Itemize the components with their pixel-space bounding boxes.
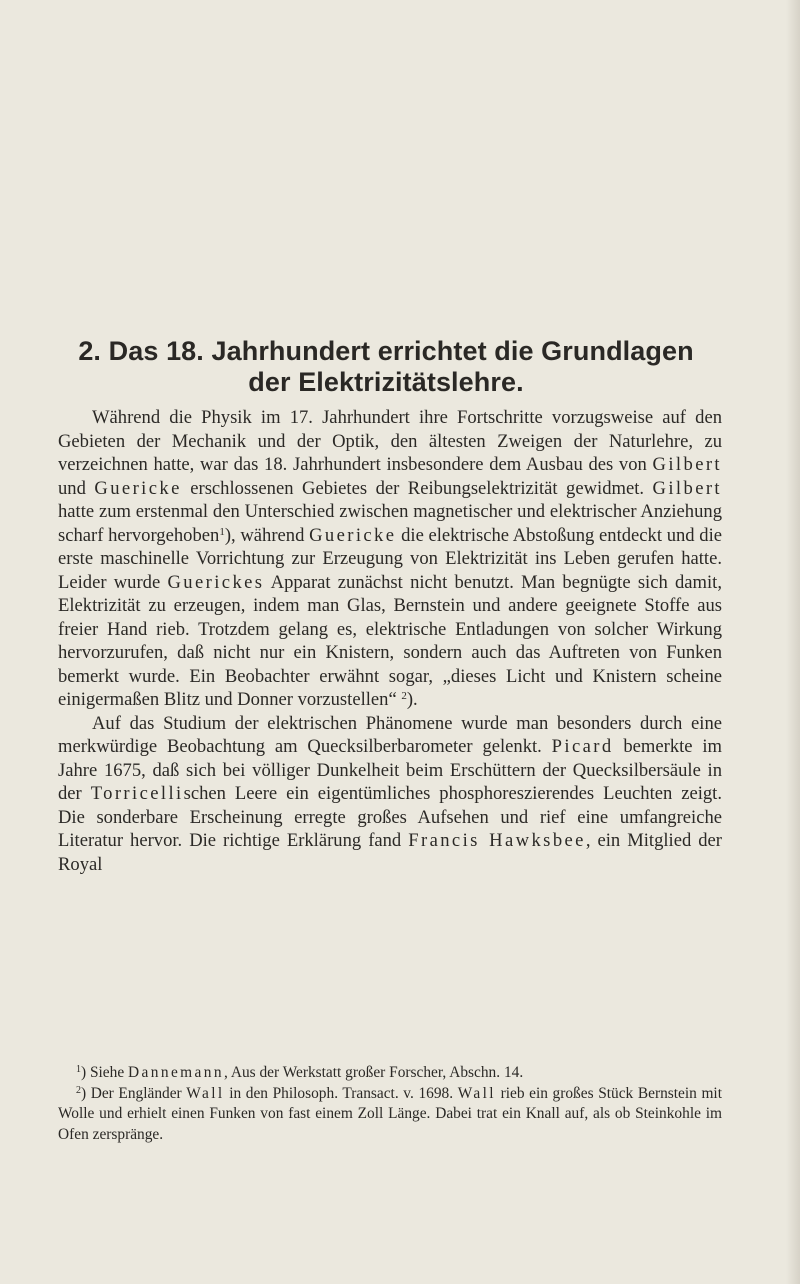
paragraph-2-text: , ein Mitglied der Royal	[58, 830, 722, 875]
paragraph-1-text: Apparat zunächst nicht benutzt. Man begnügte sich damit, Elektrizität zu erzeugen, indem man Glas, Bernstein und andere geeignete Stoffe aus freier Hand rieb. Trotzdem gelang es, elektrische Entladungen von solcher Wirkung hervorzurufen, daß nicht nur ein Knistern, sondern auch das Auftreten von Funken bemerkt wurde. Ein Beobachter erwähnt sogar, „dieses Licht und Knistern scheine einigermaßen Blitz und Donner vorzustellen“	[58, 571, 723, 710]
paragraph-1	[58, 406, 722, 712]
footnote-1-text: ) Siehe	[81, 1064, 129, 1081]
section-heading-line-1: 2. Das 18. Jahrhundert errichtet die Grundlagen	[78, 336, 694, 366]
person-name-wall: Wall	[457, 1084, 496, 1102]
footnote-2-text: rieb ein großes Stück Bernstein mit Wolle und erhielt einen Funken von fast einem Zoll Länge. Dabei trat ein Knall auf, als ob Steinkohle im Ofen zerspränge.	[58, 1084, 722, 1143]
page-edge-shadow	[786, 0, 800, 1284]
person-name-gilbert: Gilbert	[652, 454, 722, 475]
paragraph-2-text: bemerkte im Jahre 1675, daß sich bei völliger Dunkelheit beim Erschüttern der Quecksilbersäule in der	[58, 736, 722, 804]
person-name-francis-hawksbee: Francis Hawksbee	[408, 830, 586, 851]
body-text	[58, 406, 722, 876]
person-name-dannemann: Dannemann	[128, 1064, 224, 1081]
footnote-1-text: , Aus der Werkstatt großer Forscher, Abschn. 14.	[223, 1064, 524, 1081]
person-name-picard: Picard	[551, 736, 614, 757]
footnote-2-text: in den Philosoph. Transact. v. 1698.	[224, 1084, 458, 1102]
paragraph-1-text: Während die Physik im 17. Jahrhundert ihre Fortschritte vorzugsweise auf den Gebieten der Mechanik und der Optik, den ältesten Zweigen der Naturlehre, zu verzeichnen hatte, war das 18. Jahrhundert insbesondere dem Ausbau des von	[58, 407, 722, 475]
footnote-1	[58, 1063, 722, 1084]
footnote-reference-2: 2	[401, 690, 407, 702]
paragraph-1-text: die elektrische Abstoßung entdeckt und die erste maschinelle Vorrichtung zur Erzeugung von Elektrizität ins Leben gerufen hatte. Leider wurde	[58, 524, 722, 593]
footnote-1-mark: 1	[76, 1064, 81, 1075]
paragraph-1-text: ).	[406, 689, 418, 710]
paragraph-1-text: erschlossenen Gebietes der Reibungselektrizität gewidmet.	[181, 477, 653, 499]
section-heading-line-2: der Elektrizitätslehre.	[248, 367, 524, 397]
person-name-guericke: Guericke	[309, 524, 397, 546]
footnote-2-text: ) Der Engländer	[81, 1084, 187, 1102]
paragraph-1-text: und	[58, 477, 95, 499]
paragraph-2	[58, 712, 722, 877]
footnote-reference-1: 1	[219, 525, 225, 538]
person-name-torricelli: Torricelli	[90, 783, 184, 804]
person-name-gilbert: Gilbert	[652, 477, 722, 499]
paragraph-1-text: ), während	[224, 524, 310, 546]
person-name-guerickes: Guerickes	[167, 571, 265, 593]
paragraph-2-text: Auf das Studium der elektrischen Phänomene wurde man besonders durch eine merkwürdige Beobachtung am Quecksilberbarometer gelenkt.	[58, 712, 722, 757]
footnote-2-mark: 2	[76, 1084, 81, 1096]
paragraph-1-text: hatte zum erstenmal den Unterschied zwischen magnetischer und elektrischer Anziehung scharf hervorgehoben	[58, 501, 722, 546]
section-heading	[62, 336, 710, 398]
footnote-2	[58, 1084, 722, 1146]
person-name-wall: Wall	[186, 1084, 225, 1102]
person-name-guericke: Guericke	[94, 477, 182, 499]
paragraph-2-text: schen Leere ein eigentümliches phosphoreszierendes Leuchten zeigt. Die sonderbare Erscheinung erregte großes Aufsehen und rief eine umfangreiche Literatur hervor. Die richtige Erklärung fand	[58, 783, 722, 851]
footnotes	[58, 1063, 722, 1145]
